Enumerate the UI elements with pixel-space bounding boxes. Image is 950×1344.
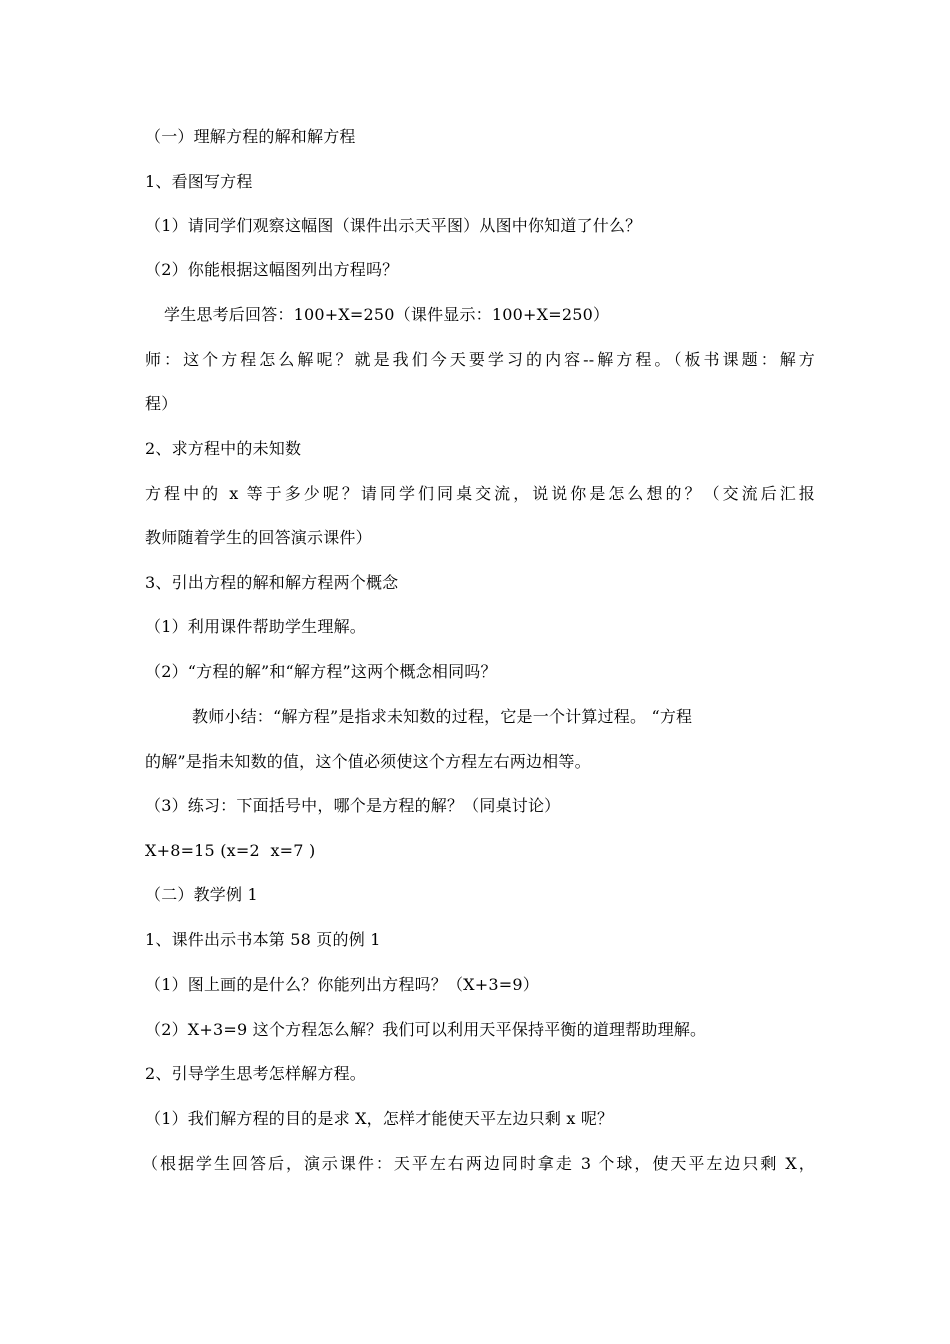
paragraph-line: 教师随着学生的回答演示课件） [145,528,372,547]
paragraph-line: （3）练习：下面括号中，哪个是方程的解？（同桌讨论） [145,796,561,815]
paragraph-line: （根据学生回答后，演示课件：天平左右两边同时拿走 3 个球，使天平左边只剩 X， [142,1154,815,1173]
section-heading-1: （一）理解方程的解和解方程 [145,127,356,146]
paragraph-line: （1）图上画的是什么？你能列出方程吗？（X+3=9） [145,975,539,994]
subheading-4: 1、课件出示书本第 58 页的例 1 [145,930,381,949]
paragraph-line: （2）“方程的解”和“解方程”这两个概念相同吗？ [145,662,497,681]
paragraph-line: （1）我们解方程的目的是求 X，怎样才能使天平左边只剩 x 呢？ [145,1109,614,1128]
subheading-2: 2、求方程中的未知数 [145,439,302,458]
subheading-3: 3、引出方程的解和解方程两个概念 [145,573,399,592]
paragraph-line: 师：这个方程怎么解呢？就是我们今天要学习的内容--解方程。（板书课题：解方 [145,350,815,369]
subheading-5: 2、引导学生思考怎样解方程。 [145,1064,366,1083]
subheading-1: 1、看图写方程 [145,172,253,191]
paragraph-line: （1）利用课件帮助学生理解。 [145,617,366,636]
paragraph-line: 学生思考后回答：100+X=250（课件显示：100+X=250） [164,305,610,324]
paragraph-line: 程） [145,394,178,413]
paragraph-line: （1）请同学们观察这幅图（课件出示天平图）从图中你知道了什么？ [145,216,642,235]
section-heading-2: （二）教学例 1 [145,885,258,904]
paragraph-line: 方程中的 x 等于多少呢？请同学们同桌交流，说说你是怎么想的？（交流后汇报 [145,484,815,503]
paragraph-line: 教师小结：“解方程”是指求未知数的过程，它是一个计算过程。 “方程 [192,707,693,726]
paragraph-line: （2）X+3=9 这个方程怎么解？我们可以利用天平保持平衡的道理帮助理解。 [145,1020,707,1039]
paragraph-line: （2）你能根据这幅图列出方程吗？ [145,260,399,279]
equation-line: X+8=15 (x=2 x=7 ) [145,841,316,860]
paragraph-line: 的解”是指未知数的值，这个值必须使这个方程左右两边相等。 [145,752,591,771]
